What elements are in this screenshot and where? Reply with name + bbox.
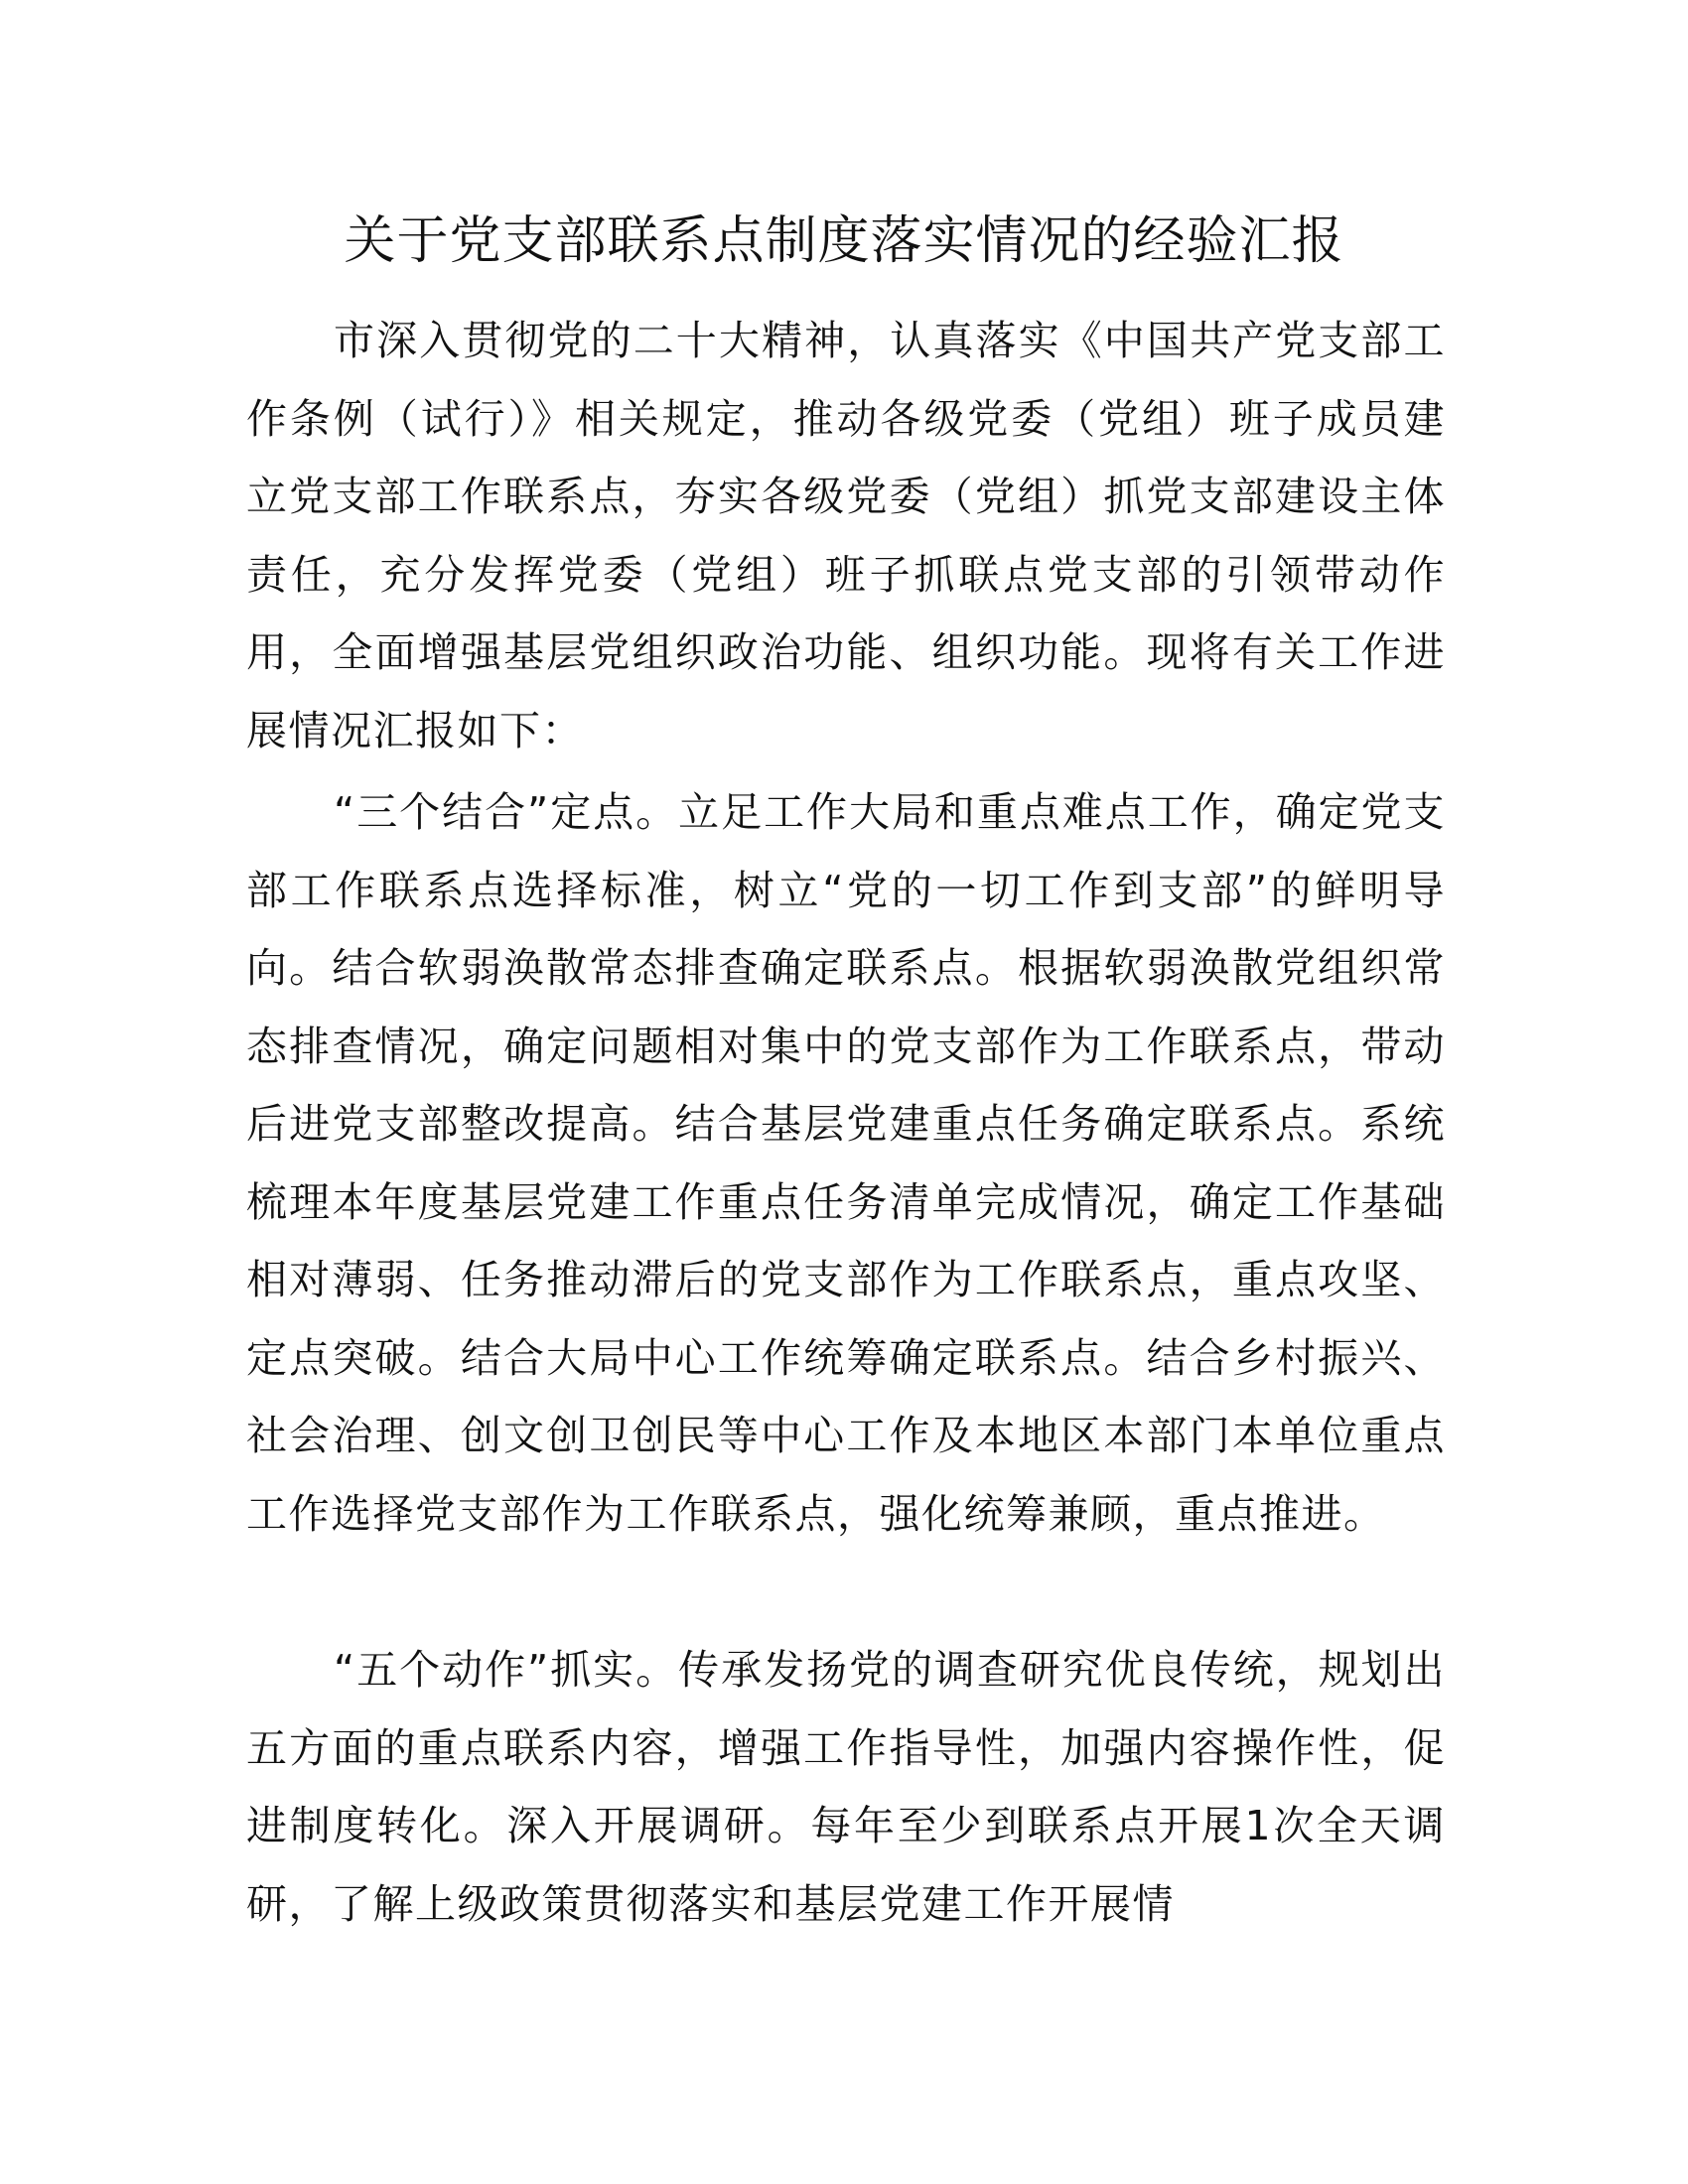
paragraph-five-actions: “五个动作”抓实。传承发扬党的调查研究优良传统，规划出五方面的重点联系内容，增强工作指导性，加强内容操作性，促进制度转化。深入开展调研。每年至少到联系点开展1次全天调研，了解上级政策贯彻落实和基层党建工作开展情 (246, 1646, 1446, 1928)
paragraph-intro: 市深入贯彻党的二十大精神，认真落实《中国共产党支部工作条例（试行）》相关规定，推动各级党委（党组）班子成员建立党支部工作联系点，夯实各级党委（党组）抓党支部建设主体责任，充分发挥党委（党组）班子抓联点党支部的引领带动作用，全面增强基层党组织政治功能、组织功能。现将有关工作进展情况汇报如下： (246, 317, 1446, 754)
paragraph-three-combinations: “三个结合”定点。立足工作大局和重点难点工作，确定党支部工作联系点选择标准，树立“党的一切工作到支部”的鲜明导向。结合软弱涣散常态排查确定联系点。根据软弱涣散党组织常态排查情况，确定问题相对集中的党支部作为工作联系点，带动后进党支部整改提高。结合基层党建重点任务确定联系点。系统梳理本年度基层党建工作重点任务清单完成情况，确定工作基础相对薄弱、任务推动滞后的党支部作为工作联系点，重点攻坚、定点突破。结合大局中心工作统筹确定联系点。结合乡村振兴、社会治理、创文创卫创民等中心工作及本地区本部门本单位重点工作选择党支部作为工作联系点，强化统筹兼顾，重点推进。 (246, 788, 1446, 1538)
document-title: 关于党支部联系点制度落实情况的经验汇报 (344, 211, 1344, 271)
